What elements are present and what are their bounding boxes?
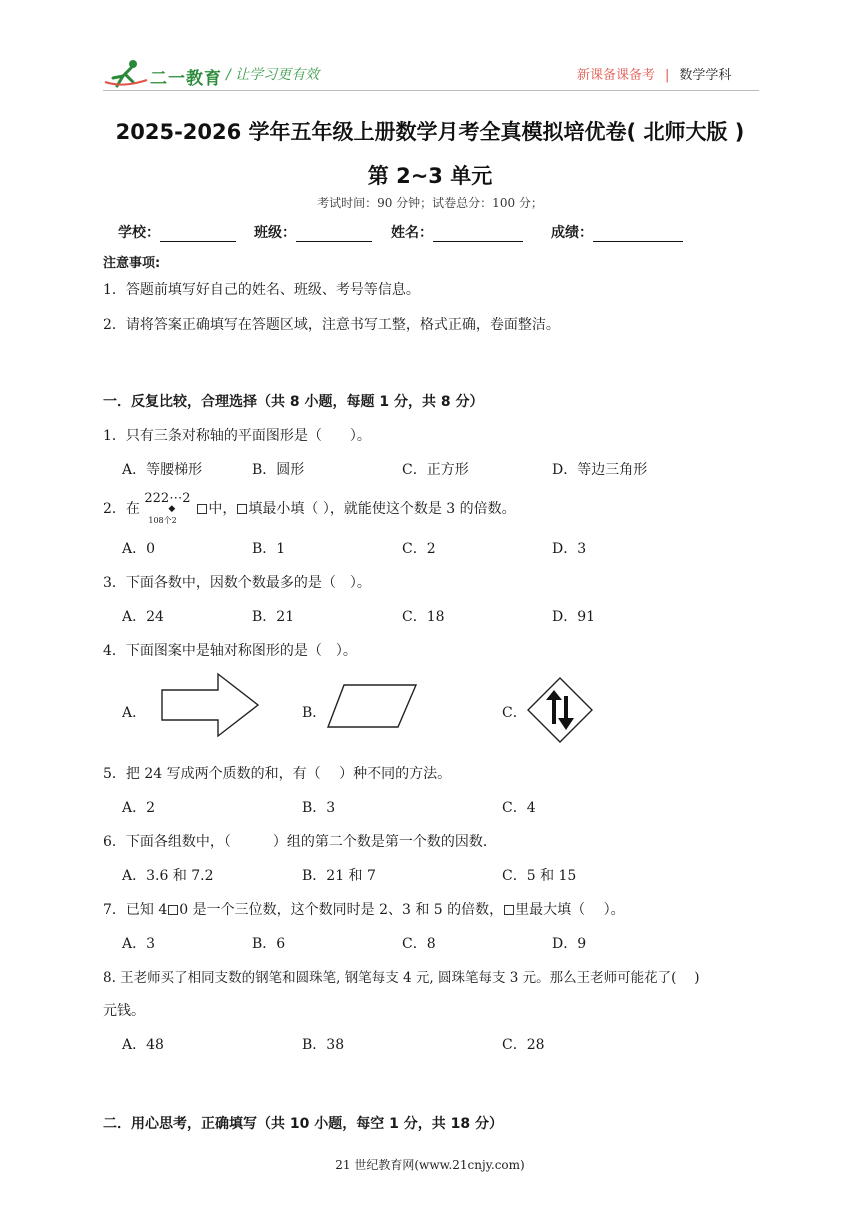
- question-2: [103, 491, 516, 525]
- class-blank[interactable]: [296, 227, 372, 242]
- name-field[interactable]: [391, 222, 523, 242]
- class-field[interactable]: [254, 222, 372, 242]
- blank-box-icon: [197, 504, 207, 514]
- q7-pre: 7．已知 4: [103, 902, 168, 918]
- warning-sign-icon: [526, 676, 594, 744]
- header-right: [577, 64, 731, 83]
- arrow-shape-icon: [160, 672, 260, 738]
- runner-logo-icon: [103, 58, 151, 88]
- q6-option-a[interactable]: A．3.6 和 7.2: [122, 868, 214, 884]
- q6-option-c[interactable]: C．5 和 15: [502, 868, 577, 884]
- score-field[interactable]: [551, 222, 683, 242]
- school-blank[interactable]: [160, 227, 236, 242]
- blank-box-icon: [237, 504, 247, 514]
- question-8-line-2: 元钱。: [103, 1003, 145, 1019]
- q7-option-a[interactable]: A．3: [122, 936, 156, 952]
- school-label: 学校：: [118, 225, 160, 241]
- q2-option-c[interactable]: C．2: [402, 541, 436, 557]
- q2-digits: 222⋯2: [144, 491, 191, 506]
- header-divider: [103, 90, 759, 91]
- question-1: 1．只有三条对称轴的平面图形是（ ）。: [103, 428, 371, 444]
- q1-option-c[interactable]: C．正方形: [402, 462, 469, 478]
- q3-option-d[interactable]: D．91: [552, 609, 596, 625]
- question-4: 4．下面图案中是轴对称图形的是（ ）。: [103, 643, 357, 659]
- name-blank[interactable]: [433, 227, 523, 242]
- q4-option-a[interactable]: A．: [122, 705, 147, 721]
- q3-option-c[interactable]: C．18: [402, 609, 445, 625]
- footer: 21 世纪教育网(www.21cnjy.com): [335, 1158, 525, 1172]
- q5-option-a[interactable]: A．2: [122, 800, 156, 816]
- q5-option-b[interactable]: B．3: [302, 800, 336, 816]
- class-label: 班级：: [254, 225, 296, 241]
- logo-text: 二一教育: [150, 69, 222, 89]
- q7-mid: 0 是一个三位数，这个数同时是 2、3 和 5 的倍数，: [179, 902, 504, 918]
- header-course-label: 新课备课备考: [577, 68, 656, 83]
- brace-icon: ◆: [168, 504, 176, 514]
- school-field[interactable]: [118, 222, 236, 242]
- q7-post: 里最大填（ ）。: [515, 902, 625, 918]
- q2-option-d[interactable]: D．3: [552, 541, 587, 557]
- q8-option-c[interactable]: C．28: [502, 1037, 545, 1053]
- q2-option-a[interactable]: A．0: [122, 541, 156, 557]
- q7-option-d[interactable]: D．9: [552, 936, 587, 952]
- question-7: [103, 899, 625, 919]
- page-title: 2025-2026 学年五年级上册数学月考全真模拟培优卷( 北师大版 ): [115, 120, 745, 144]
- q8-option-a[interactable]: A．48: [122, 1037, 164, 1053]
- q4-option-c[interactable]: C．: [502, 705, 527, 721]
- slogan: / 让学习更有效: [226, 67, 320, 83]
- score-blank[interactable]: [593, 227, 683, 242]
- section-2-heading: 二．用心思考，正确填写（共 10 小题，每空 1 分，共 18 分）: [103, 1116, 503, 1132]
- q1-option-d[interactable]: D．等边三角形: [552, 462, 648, 478]
- header-subject-label: 数学学科: [679, 68, 732, 83]
- q1-option-a[interactable]: A．等腰梯形: [122, 462, 203, 478]
- q7-option-b[interactable]: B．6: [252, 936, 286, 952]
- q2-post2: 填最小填（ ），就能使这个数是 3 的倍数。: [248, 501, 516, 517]
- blank-box-icon: [168, 905, 178, 915]
- q6-option-b[interactable]: B．21 和 7: [302, 868, 376, 884]
- q4-option-b[interactable]: B．: [302, 705, 327, 721]
- q2-option-b[interactable]: B．1: [252, 541, 286, 557]
- note-item: 1．答题前填写好自己的姓名、班级、考号等信息。: [103, 282, 420, 298]
- question-5: 5．把 24 写成两个质数的和，有（ ）种不同的方法。: [103, 766, 452, 782]
- q3-option-a[interactable]: A．24: [122, 609, 164, 625]
- question-8-line-1: 8. 王老师买了相同支数的钢笔和圆珠笔, 钢笔每支 4 元, 圆珠笔每支 3 元。那么王老师可能花了( ): [103, 970, 700, 986]
- q8-option-b[interactable]: B．38: [302, 1037, 345, 1053]
- notes-heading: 注意事项:: [103, 256, 161, 271]
- q5-option-c[interactable]: C．4: [502, 800, 536, 816]
- q2-number: [144, 491, 196, 525]
- q7-option-c[interactable]: C．8: [402, 936, 436, 952]
- q2-pre: 2．在: [103, 501, 140, 517]
- q3-option-b[interactable]: B．21: [252, 609, 295, 625]
- q2-post: 中，: [208, 501, 237, 517]
- page-subtitle: 第 2~3 单元: [367, 164, 493, 188]
- q2-under-label: 108个2: [148, 516, 177, 525]
- header-separator: |: [665, 68, 670, 83]
- exam-meta: 考试时间：90 分钟；试卷总分：100 分；: [317, 196, 543, 210]
- score-label: 成绩：: [551, 225, 593, 241]
- name-label: 姓名：: [391, 225, 433, 241]
- blank-box-icon: [504, 905, 514, 915]
- section-1-heading: 一．反复比较，合理选择（共 8 小题，每题 1 分，共 8 分）: [103, 394, 484, 410]
- question-6: 6．下面各组数中，（ ）组的第二个数是第一个数的因数．: [103, 834, 497, 850]
- note-item: 2．请将答案正确填写在答题区域，注意书写工整，格式正确，卷面整洁。: [103, 317, 560, 333]
- q1-option-b[interactable]: B．圆形: [252, 462, 305, 478]
- question-3: 3．下面各数中，因数个数最多的是（ ）。: [103, 575, 371, 591]
- parallelogram-icon: [326, 683, 418, 729]
